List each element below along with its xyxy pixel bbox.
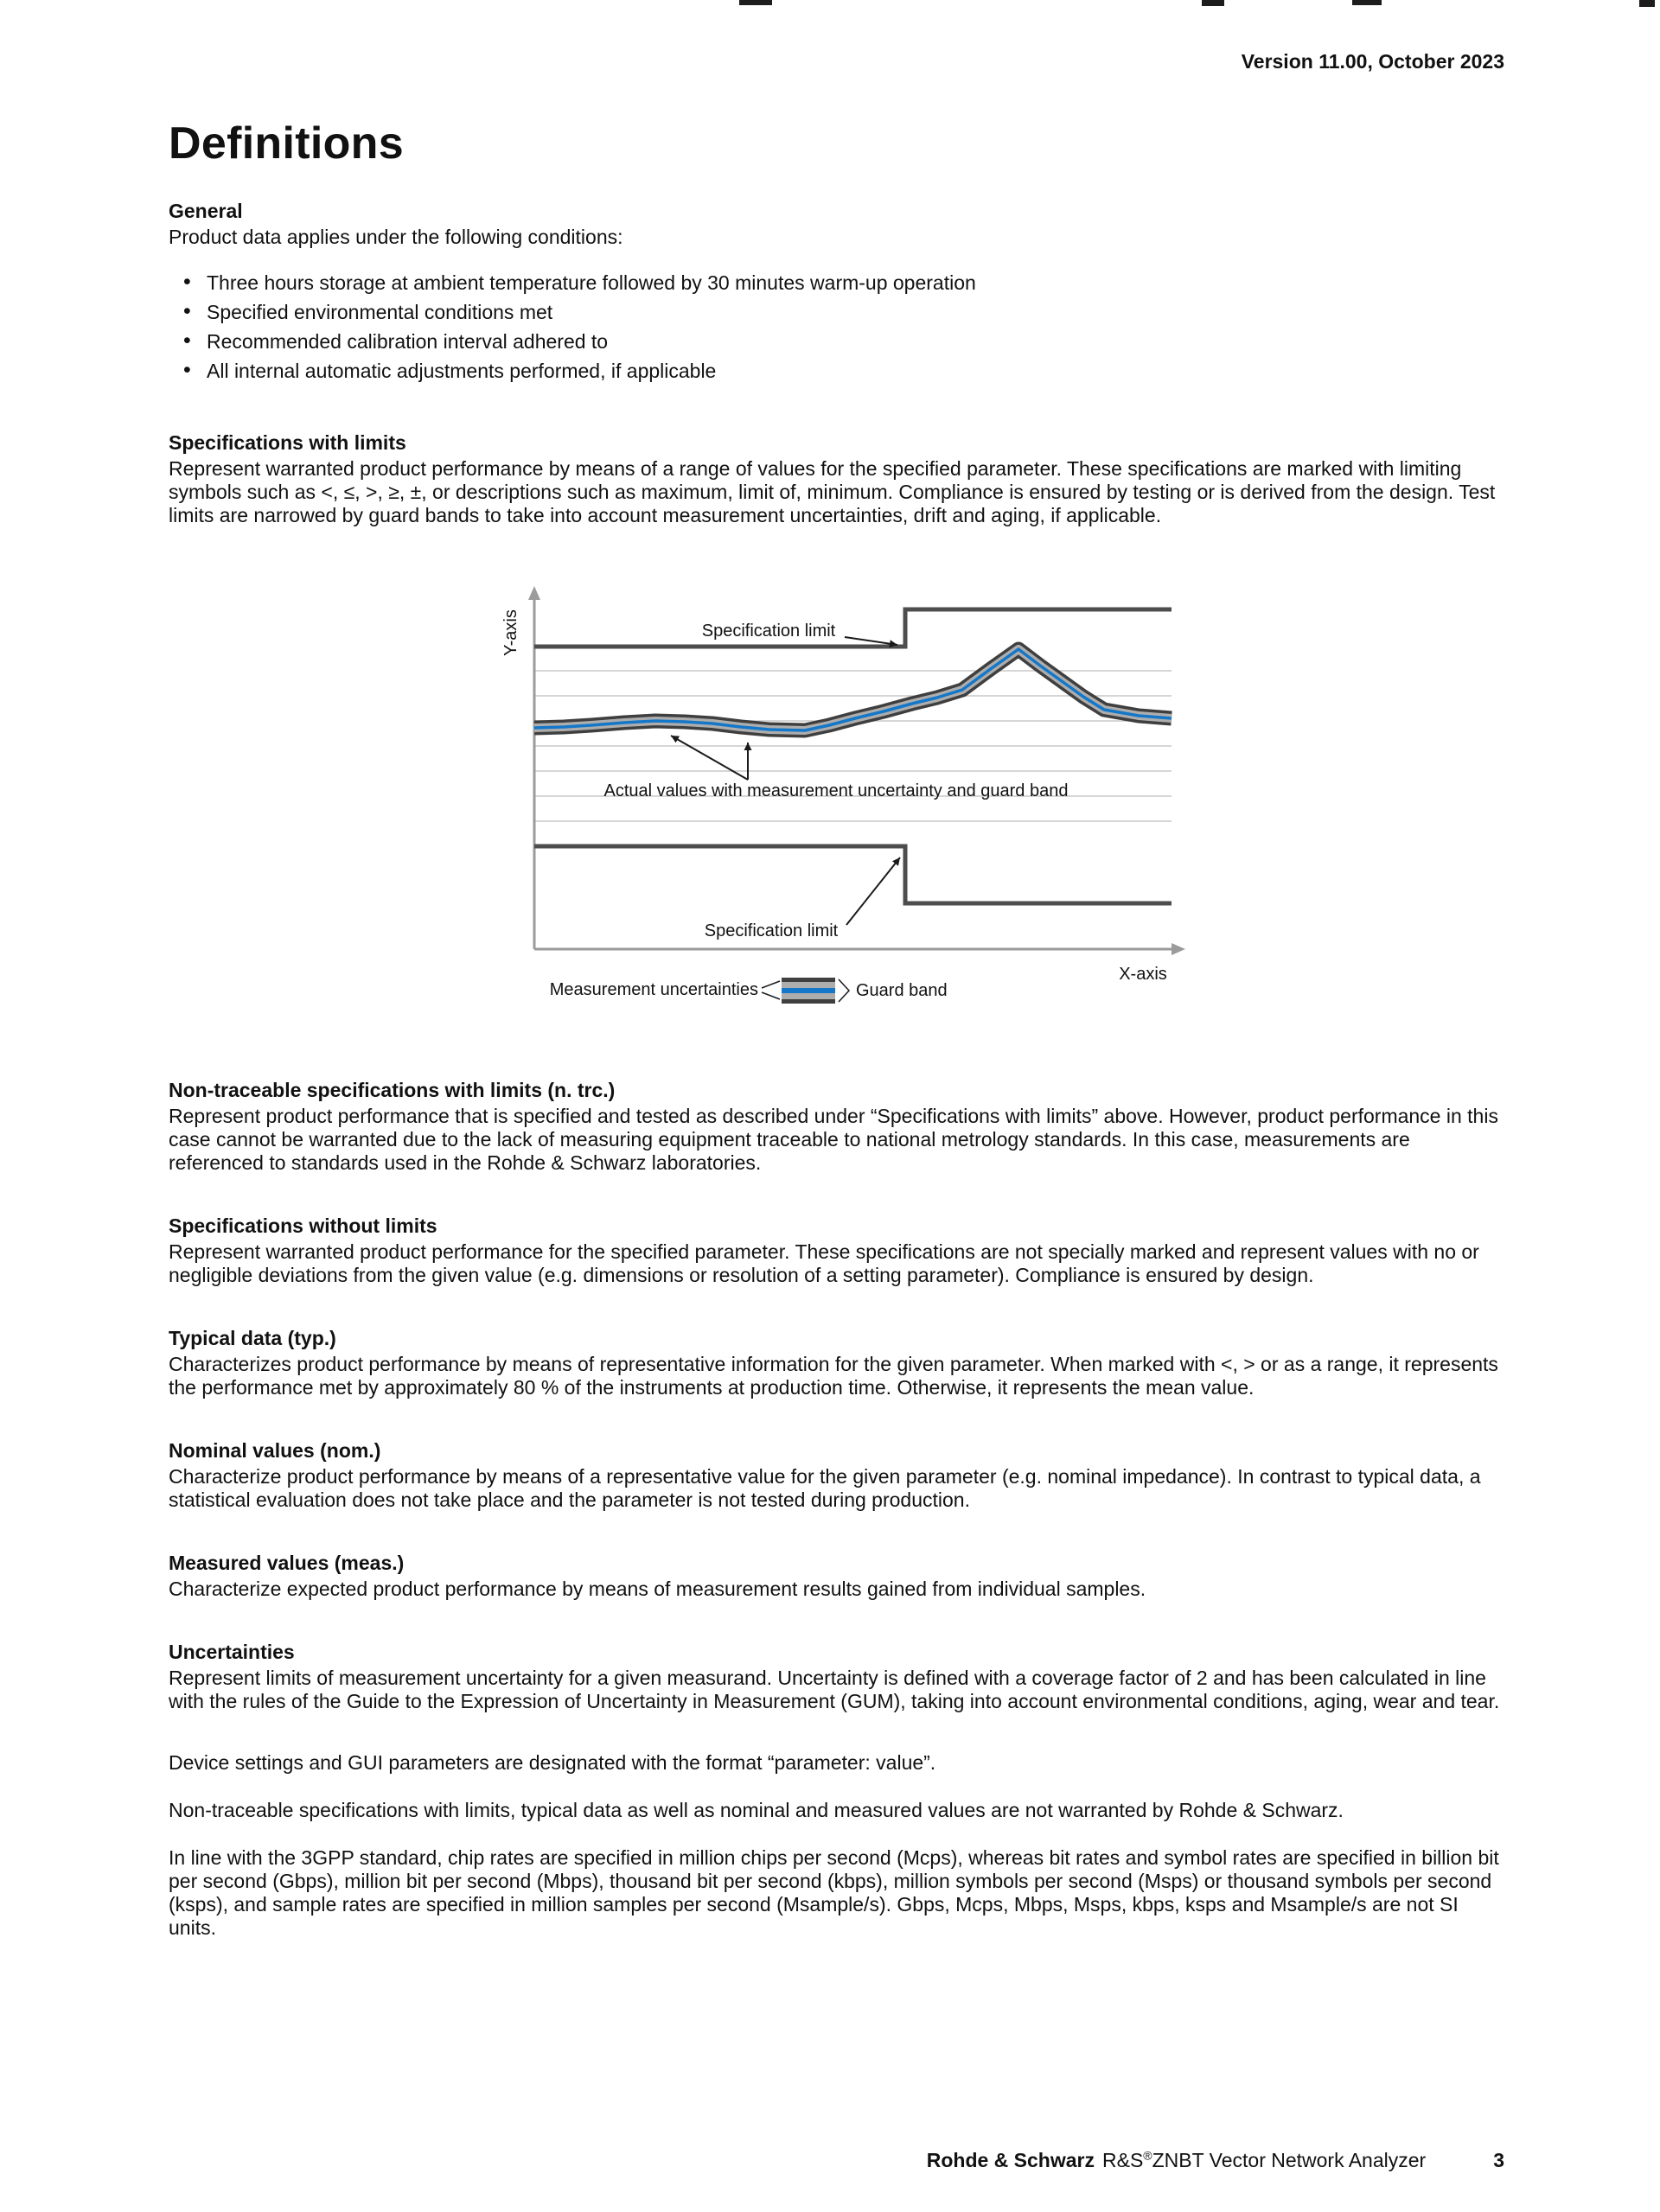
- x-axis-label: X-axis: [1119, 965, 1167, 984]
- legend-band-swatch: [782, 978, 835, 1004]
- section-heading-typical-data: Typical data (typ.): [169, 1327, 336, 1349]
- legend-guard-band-bracket: [839, 979, 849, 1002]
- spec-limits-body: Represent warranted product performance by means of a range of values for the specified parameter. These specifications are marked with limiting symbols such as <, ≤, >, ≥, ±, or descriptions such as maximum, limit of, minimum. Compliance is ensured by testing or is derived from the design. Test limits are narrowed by guard bands to take into account measurement uncertainties, drift and aging, if applicable.: [169, 457, 1496, 526]
- section-heading-general: General: [169, 200, 243, 222]
- note-device-settings: Device settings and GUI parameters are designated with the format “parameter: value”.: [169, 1751, 936, 1774]
- measured-values-body: Characterize expected product performance by means of measurement results gained from individual samples.: [169, 1578, 1146, 1600]
- section-heading-spec-no-limits: Specifications without limits: [169, 1214, 437, 1237]
- section-heading-spec-limits: Specifications with limits: [169, 431, 406, 454]
- lower-spec-limit-line: [534, 846, 1172, 903]
- y-axis-arrow-icon: [528, 586, 540, 600]
- registered-trademark-icon: ®: [1143, 2148, 1152, 2163]
- x-axis-arrow-icon: [1172, 943, 1185, 955]
- note-not-warranted: Non-traceable specifications with limits, typical data as well as nominal and measured values are not warranted by Rohde & Schwarz.: [169, 1799, 1344, 1821]
- specification-limits-diagram: [499, 583, 1199, 1023]
- scan-artifact: [1202, 0, 1224, 6]
- version-line: Version 11.00, October 2023: [1241, 50, 1504, 73]
- legend-pointer-lines: [762, 981, 780, 999]
- spec-no-limits-body: Represent warranted product performance for the specified parameter. These specifications are not specially marked and represent values with no or negligible deviations from the given value (e.g. dimensions or resolution of a setting parameter). Compliance is ensured by design.: [169, 1240, 1479, 1286]
- footer-page-number: 3: [1493, 2149, 1504, 2171]
- spec-limit-diagram-svg: [499, 583, 1199, 1019]
- conditions-list: [169, 271, 1504, 383]
- page-title: Definitions: [169, 118, 404, 169]
- nominal-values-body: Characterize product performance by means of a representative value for the given parameter (e.g. nominal impedance). In contrast to typical data, a statistical evaluation does not take place and the parameter is not tested during production.: [169, 1465, 1481, 1511]
- upper-spec-limit-arrow: [845, 637, 897, 645]
- uncertainties-body: Represent limits of measurement uncertainty for a given measurand. Uncertainty is defined with a coverage factor of 2 and has been calculated in line with the rules of the Guide to the Expression of Uncertainty in Measurement (GUM), taking into account environmental conditions, aging, wear and tear.: [169, 1667, 1500, 1712]
- list-item: • Three hours storage at ambient temperature followed by 30 minutes warm-up operation: [207, 271, 1504, 295]
- scan-artifact: [1352, 0, 1382, 5]
- axes: [534, 598, 1173, 949]
- non-traceable-body: Represent product performance that is specified and tested as described under “Specifications with limits” above. However, product performance in this case cannot be warranted due to the lack of measuring equipment traceable to national metrology standards. In this case, measurements are referenced to standards used in the Rohde & Schwarz laboratories.: [169, 1105, 1498, 1174]
- list-item: • Specified environmental conditions met: [207, 301, 1504, 324]
- scan-artifact: [739, 0, 772, 5]
- general-intro: Product data applies under the following conditions:: [169, 226, 623, 248]
- list-item: • All internal automatic adjustments performed, if applicable: [207, 360, 1504, 383]
- section-heading-measured-values: Measured values (meas.): [169, 1552, 405, 1574]
- legend-guard-band-label: Guard band: [856, 981, 948, 1000]
- footer-product-name: R&S®ZNBT Vector Network Analyzer: [1102, 2148, 1427, 2171]
- lower-spec-limit-arrow: [846, 857, 900, 925]
- section-heading-nominal-values: Nominal values (nom.): [169, 1439, 381, 1462]
- typical-data-body: Characterizes product performance by means of representative information for the given parameter. When marked with <, > or as a range, it represents the performance met by approximately 80 % of the instruments at production time. Otherwise, it represents the mean value.: [169, 1353, 1498, 1399]
- y-axis-label: Y-axis: [501, 609, 520, 656]
- section-heading-uncertainties: Uncertainties: [169, 1641, 295, 1663]
- upper-spec-limit-label: Specification limit: [701, 622, 836, 641]
- actual-values-arrow-left: [671, 736, 748, 780]
- page-footer: [169, 2149, 1504, 2172]
- upper-spec-limit-line: [534, 609, 1172, 647]
- lower-spec-limit-label: Specification limit: [704, 921, 839, 940]
- scan-artifact: [1639, 0, 1655, 7]
- measured-values-band: [534, 649, 1172, 730]
- actual-values-label: Actual values with measurement uncertainty and guard band: [603, 781, 1069, 800]
- section-heading-non-traceable: Non-traceable specifications with limits (n. trc.): [169, 1079, 616, 1101]
- legend-measurement-uncertainties-label: Measurement uncertainties: [549, 980, 758, 999]
- list-item: • Recommended calibration interval adhered to: [207, 330, 1504, 354]
- footer-brand: Rohde & Schwarz: [926, 2149, 1095, 2171]
- note-3gpp-units: In line with the 3GPP standard, chip rates are specified in million chips per second (Mcps), whereas bit rates and symbol rates are specified in billion bit per second (Gbps), million bit per second (Mbps), thousand bit per second (kbps), million symbols per second (Msps) or thousand symbols per second (ksps), and sample rates are specified in million samples per second (Msample/s). Gbps, Mcps, Mbps, Msps, kbps, ksps and Msample/s are not SI units.: [169, 1846, 1499, 1939]
